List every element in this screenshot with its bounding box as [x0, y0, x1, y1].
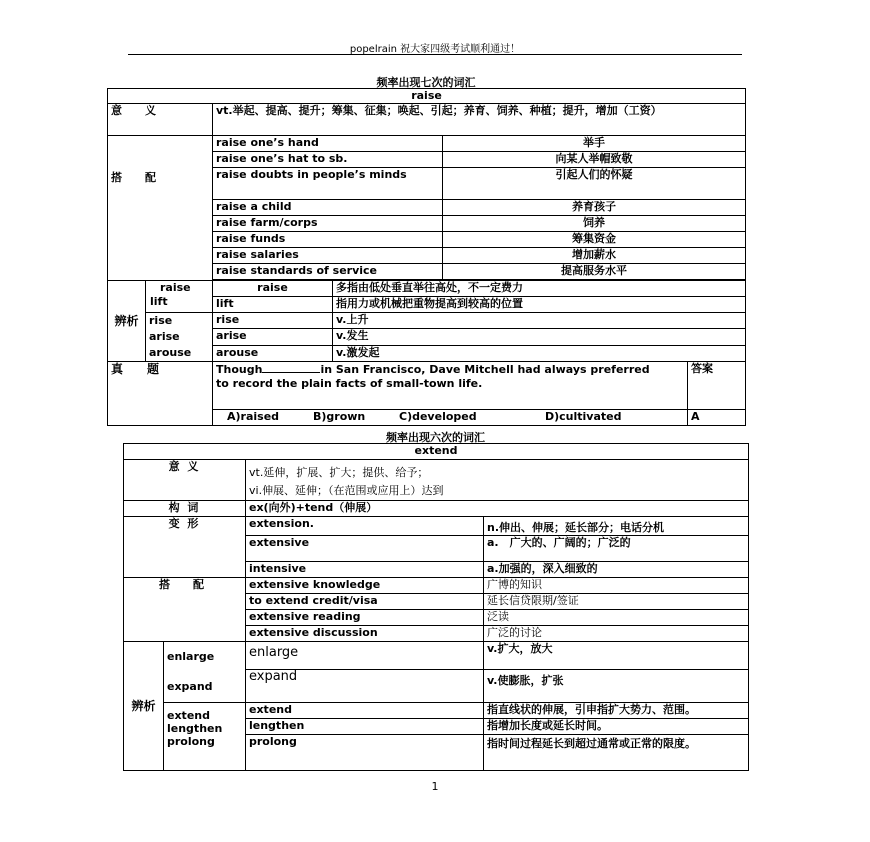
dist-b-group	[164, 703, 246, 771]
collocation-label: 搭 配	[108, 136, 213, 281]
collocation-en: extensive reading	[246, 610, 484, 626]
distinguish-row-def: v.发生	[333, 329, 746, 345]
collocation-en: raise farm/corps	[213, 216, 443, 232]
collocation-zh: 延长信贷限期/签证	[484, 594, 749, 610]
collocation-en: extensive knowledge	[246, 578, 484, 594]
collocation-zh: 引起人们的怀疑	[443, 168, 746, 200]
dist-a-group	[164, 642, 246, 703]
distinguish-row-def: v.上升	[333, 313, 746, 329]
answer-label: 答案	[688, 362, 746, 410]
distinguish-group2	[146, 313, 213, 362]
distinguish-label: 辨析	[108, 281, 146, 362]
collocation-zh: 泛读	[484, 610, 749, 626]
distinguish-group1	[146, 281, 213, 313]
option-d: D)cultivated	[545, 410, 622, 423]
option-c: C)developed	[399, 410, 477, 423]
distinguish-row-word: prolong	[246, 735, 484, 771]
form-en: extensive	[246, 536, 484, 562]
exam-question-line2: to record the plain facts of small-town life.	[216, 377, 483, 390]
exam-label: 真 题	[108, 362, 213, 426]
distinguish-row-word: enlarge	[246, 642, 484, 670]
collocation-en: raise doubts in people’s minds	[213, 168, 443, 200]
collocation-en: raise one’s hat to sb.	[213, 152, 443, 168]
section1-caption: 频率出现七次的词汇	[376, 76, 476, 89]
collocation-zh: 养育孩子	[443, 200, 746, 216]
forms-label: 变 形	[124, 517, 246, 578]
meaning-label: 意 义	[108, 104, 213, 136]
distinguish-row-word: rise	[213, 313, 333, 329]
distinguish-row-word: arise	[213, 329, 333, 345]
exam-question-pre: Though	[216, 363, 263, 376]
distinguish-word: extend	[167, 709, 210, 722]
meaning-text	[246, 460, 749, 501]
distinguish-row-word: arouse	[213, 345, 333, 361]
distinguish-word: arise	[149, 330, 180, 343]
collocation-zh: 筹集资金	[443, 232, 746, 248]
extend-table	[123, 443, 749, 771]
distinguish-word: enlarge	[167, 650, 215, 663]
distinguish-row-word: lengthen	[246, 719, 484, 735]
distinguish-row-word: extend	[246, 703, 484, 719]
distinguish-word: lengthen	[167, 722, 223, 735]
option-b: B)grown	[313, 410, 366, 423]
collocation-zh: 向某人举帽致敬	[443, 152, 746, 168]
exam-question-post: in San Francisco, Dave Mitchell had always preferred	[320, 363, 650, 376]
collocation-en: to extend credit/visa	[246, 594, 484, 610]
exam-options	[213, 410, 688, 426]
distinguish-word: lift	[150, 295, 168, 308]
collocation-zh: 广博的知识	[484, 578, 749, 594]
header-divider	[128, 54, 742, 55]
section2-caption: 频率出现六次的词汇	[386, 431, 485, 444]
distinguish-row-def: v.使膨胀，扩张	[484, 669, 749, 702]
form-zh: a.加强的，深入细致的	[484, 562, 749, 578]
answer-blank	[262, 362, 320, 373]
distinguish-row-def: v.扩大，放大	[484, 642, 749, 670]
collocation-en: extensive discussion	[246, 626, 484, 642]
collocation-en: raise funds	[213, 232, 443, 248]
distinguish-row-word: expand	[246, 669, 484, 702]
meaning-text: vt.举起、提高、提升；筹集、征集；唤起、引起；养育、饲养、种植；提升，增加（工资）	[213, 104, 746, 136]
word-heading: raise	[108, 89, 746, 104]
distinguish-row-def: 多指由低处垂直举往高处，不一定费力	[333, 281, 746, 297]
distinguish-word: prolong	[167, 735, 215, 748]
form-en: intensive	[246, 562, 484, 578]
distinguish-word: arouse	[149, 346, 192, 359]
collocation-en: raise standards of service	[213, 264, 443, 280]
meaning-line: vi.伸展、延伸；（在范围或应用上）达到	[249, 484, 444, 497]
collocation-zh: 增加薪水	[443, 248, 746, 264]
collocation-en: raise salaries	[213, 248, 443, 264]
word-heading: extend	[124, 444, 749, 460]
meaning-line: vt.延伸，扩展、扩大；提供、给予；	[249, 466, 429, 479]
distinguish-word: rise	[149, 314, 173, 327]
collocation-en: raise one’s hand	[213, 136, 443, 152]
page-header: popelrain 祝大家四级考试顺利通过！	[349, 44, 521, 55]
collocation-zh: 广泛的讨论	[484, 626, 749, 642]
collocation-zh: 提高服务水平	[443, 264, 746, 280]
distinguish-label: 辨析	[124, 642, 164, 771]
distinguish-row-word: raise	[213, 281, 333, 297]
collocation-en: raise a child	[213, 200, 443, 216]
distinguish-row-def: 指用力或机械把重物提高到较高的位置	[333, 297, 746, 313]
collocation-label: 搭 配	[124, 578, 246, 642]
option-a: A)raised	[227, 410, 280, 423]
distinguish-word: expand	[167, 680, 213, 693]
collocation-zh: 举手	[443, 136, 746, 152]
distinguish-word: raise	[160, 281, 191, 294]
page-number: 1	[431, 780, 439, 793]
form-zh: a. 广大的、广阔的；广泛的	[484, 536, 749, 562]
distinguish-row-word: lift	[213, 297, 333, 313]
form-en: extension.	[246, 517, 484, 536]
form-zh: n.伸出、伸展；延长部分；电话分机	[484, 517, 749, 536]
distinguish-row-def: 指增加长度或延长时间。	[484, 719, 749, 735]
formation-label: 构 词	[124, 501, 246, 517]
raise-table	[107, 88, 746, 426]
meaning-label: 意 义	[124, 460, 246, 501]
distinguish-row-def: 指直线状的伸展，引申指扩大势力、范围。	[484, 703, 749, 719]
distinguish-row-def: v.激发起	[333, 345, 746, 361]
formation-text: ex(向外)+tend（伸展）	[246, 501, 749, 517]
exam-question	[213, 362, 688, 410]
answer-value: A	[688, 410, 746, 426]
collocation-zh: 饲养	[443, 216, 746, 232]
distinguish-row-def: 指时间过程延长到超过通常或正常的限度。	[484, 735, 749, 771]
